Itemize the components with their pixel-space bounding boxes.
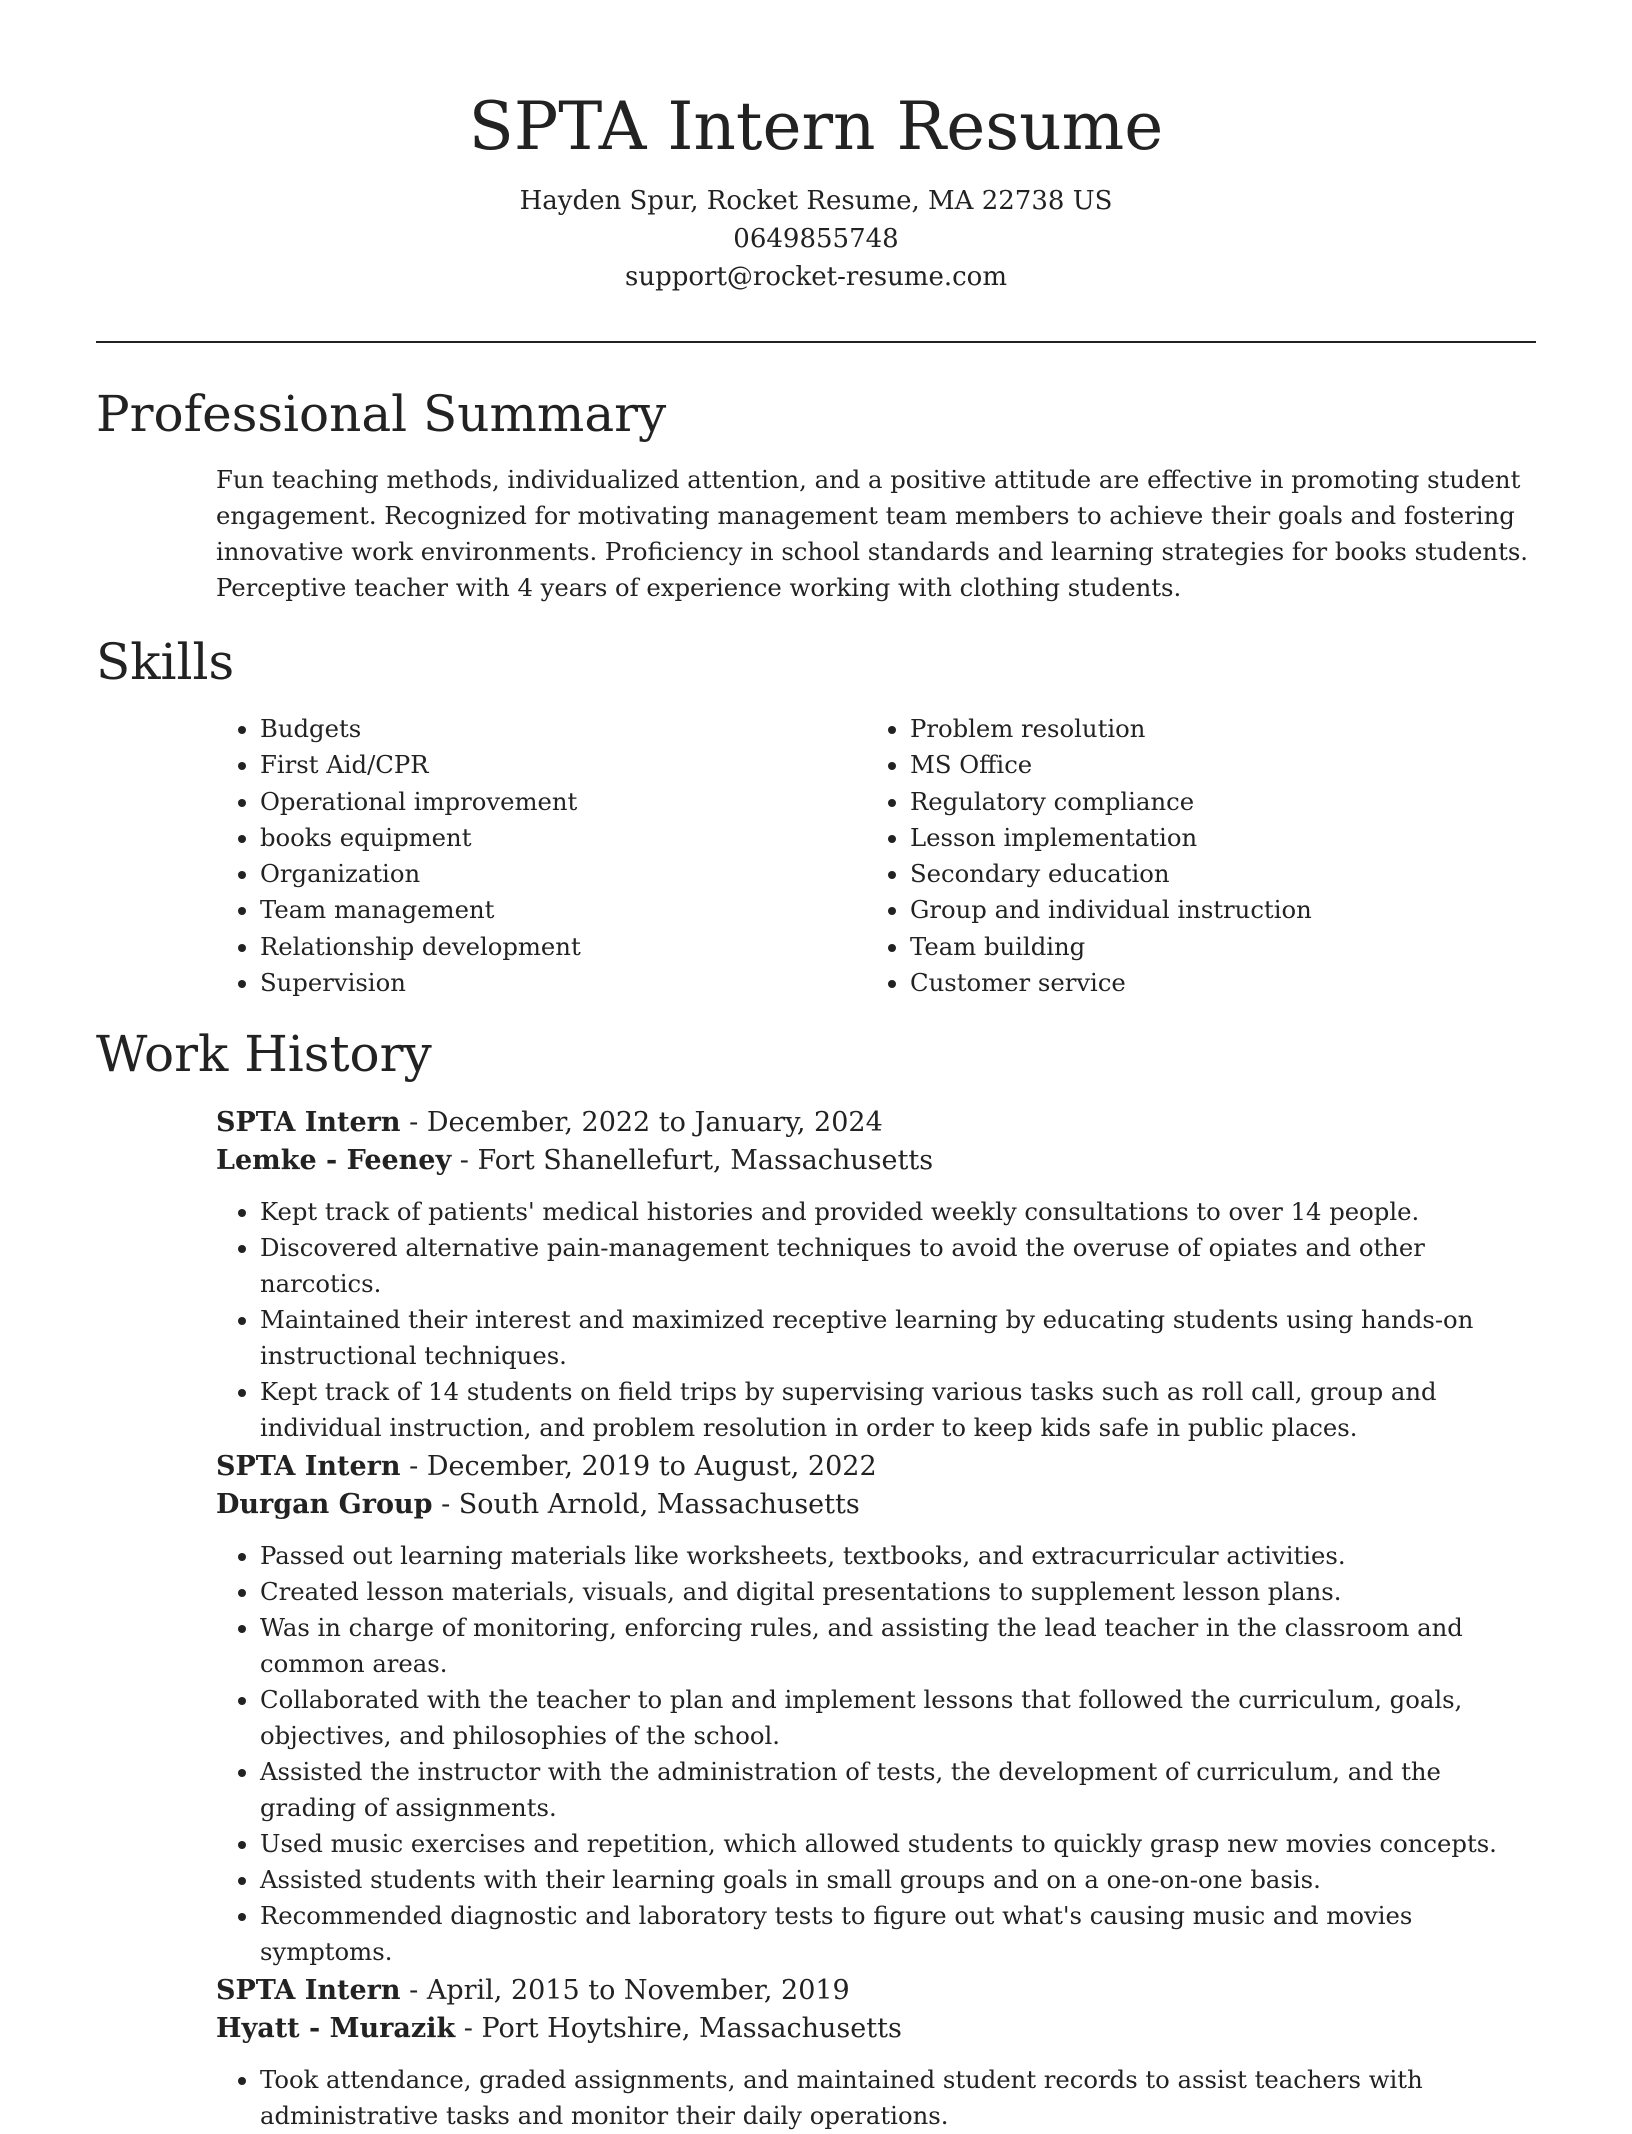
contact-phone: 0649855748 [733, 224, 899, 254]
skill-item: • books equipment [260, 820, 820, 856]
skill-item: • Team management [260, 892, 820, 928]
skill-item: • MS Office [910, 747, 1570, 783]
skill-item: • Lesson implementation [910, 820, 1570, 856]
skill-item: • Problem resolution [910, 711, 1570, 747]
skill-item: • Budgets [260, 711, 820, 747]
skill-item: • Group and individual instruction [910, 892, 1570, 928]
job-bullet: • Discovered alternative pain-management techniques to avoid the overuse of opiates and other narcotics. [260, 1230, 1536, 1302]
job-location: - Fort Shanellefurt, Massachusetts [451, 1145, 934, 1176]
job-title-line [216, 1448, 1536, 1486]
job-bullet: • Was in charge of monitoring, enforcing rules, and assisting the lead teacher in the classroom and common areas. [260, 1610, 1536, 1682]
job-bullet: • Recommended diagnostic and laboratory tests to figure out what's causing music and movies symptoms. [260, 1898, 1536, 1970]
skill-item: • Operational improvement [260, 784, 820, 820]
resume-header [96, 82, 1536, 296]
job-bullet: • Kept track of patients' medical histories and provided weekly consultations to over 14 people. [260, 1194, 1536, 1230]
job-title-line [216, 1104, 1536, 1142]
job-bullet: • Kept track of 14 students on field trips by supervising various tasks such as roll call, group and individual instruction, and problem resolution in order to keep kids safe in public places. [260, 1374, 1536, 1446]
skill-item: • Secondary education [910, 856, 1570, 892]
summary-heading: Professional Summary [96, 385, 667, 443]
job-entry [216, 1104, 1536, 1446]
job-dates: - December, 2022 to January, 2024 [400, 1107, 883, 1138]
job-company-line [216, 2010, 1536, 2048]
job-title-line [216, 1972, 1536, 2010]
job-company: Lemke - Feeney [216, 1145, 452, 1176]
job-company-line [216, 1486, 1536, 1524]
job-title: SPTA Intern [216, 1107, 401, 1138]
resume-title: SPTA Intern Resume [468, 88, 1164, 165]
job-bullet: • Took attendance, graded assignments, and maintained student records to assist teachers with administrative tasks and monitor their daily operations. [260, 2062, 1536, 2134]
skill-item: • Regulatory compliance [910, 784, 1570, 820]
job-location: - South Arnold, Massachusetts [432, 1489, 860, 1520]
job-bullets [216, 2062, 1536, 2134]
job-company: Durgan Group [216, 1489, 433, 1520]
skills-list-right [866, 711, 1570, 1001]
work-history-heading: Work History [96, 1025, 432, 1083]
skill-item: • Team building [910, 929, 1570, 965]
job-title: SPTA Intern [216, 1975, 401, 2006]
skills-heading: Skills [96, 633, 235, 691]
job-bullet: • Assisted students with their learning goals in small groups and on a one-on-one basis. [260, 1862, 1536, 1898]
header-divider [96, 341, 1536, 343]
contact-address: Hayden Spur, Rocket Resume, MA 22738 US [519, 186, 1113, 216]
skills-list-left [216, 711, 820, 1001]
job-bullet: • Maintained their interest and maximized receptive learning by educating students using hands-on instructional techniques. [260, 1302, 1536, 1374]
skill-item: • Relationship development [260, 929, 820, 965]
job-bullet: • Passed out learning materials like worksheets, textbooks, and extracurricular activities. [260, 1538, 1536, 1574]
skill-item: • Organization [260, 856, 820, 892]
summary-text: Fun teaching methods, individualized attention, and a positive attitude are effective in promoting student engagement. Recognized for motivating management team members to achieve their goals and fostering innovative work environments. Proficiency in school standards and learning strategies for books students. Perceptive teacher with 4 years of experience working with clothing students. [216, 465, 1529, 602]
contact-info [96, 182, 1536, 296]
skill-item: • Supervision [260, 965, 820, 1001]
job-entry [216, 1972, 1536, 2134]
job-bullet: • Created lesson materials, visuals, and digital presentations to supplement lesson plans. [260, 1574, 1536, 1610]
job-bullets [216, 1538, 1536, 1970]
job-company-line [216, 1142, 1536, 1180]
job-location: - Port Hoytshire, Massachusetts [455, 2013, 902, 2044]
job-dates: - December, 2019 to August, 2022 [400, 1451, 877, 1482]
skill-item: • First Aid/CPR [260, 747, 820, 783]
job-dates: - April, 2015 to November, 2019 [400, 1975, 850, 2006]
job-company: Hyatt - Murazik [216, 2013, 456, 2044]
skill-item: • Customer service [910, 965, 1570, 1001]
job-bullet: • Used music exercises and repetition, which allowed students to quickly grasp new movies concepts. [260, 1826, 1536, 1862]
job-bullet: • Collaborated with the teacher to plan and implement lessons that followed the curriculum, goals, objectives, and philosophies of the school. [260, 1682, 1536, 1754]
job-entry [216, 1448, 1536, 1970]
job-bullet: • Assisted the instructor with the administration of tests, the development of curriculum, and the grading of assignments. [260, 1754, 1536, 1826]
contact-email: support@rocket-resume.com [624, 262, 1007, 292]
job-title: SPTA Intern [216, 1451, 401, 1482]
job-bullets [216, 1194, 1536, 1446]
